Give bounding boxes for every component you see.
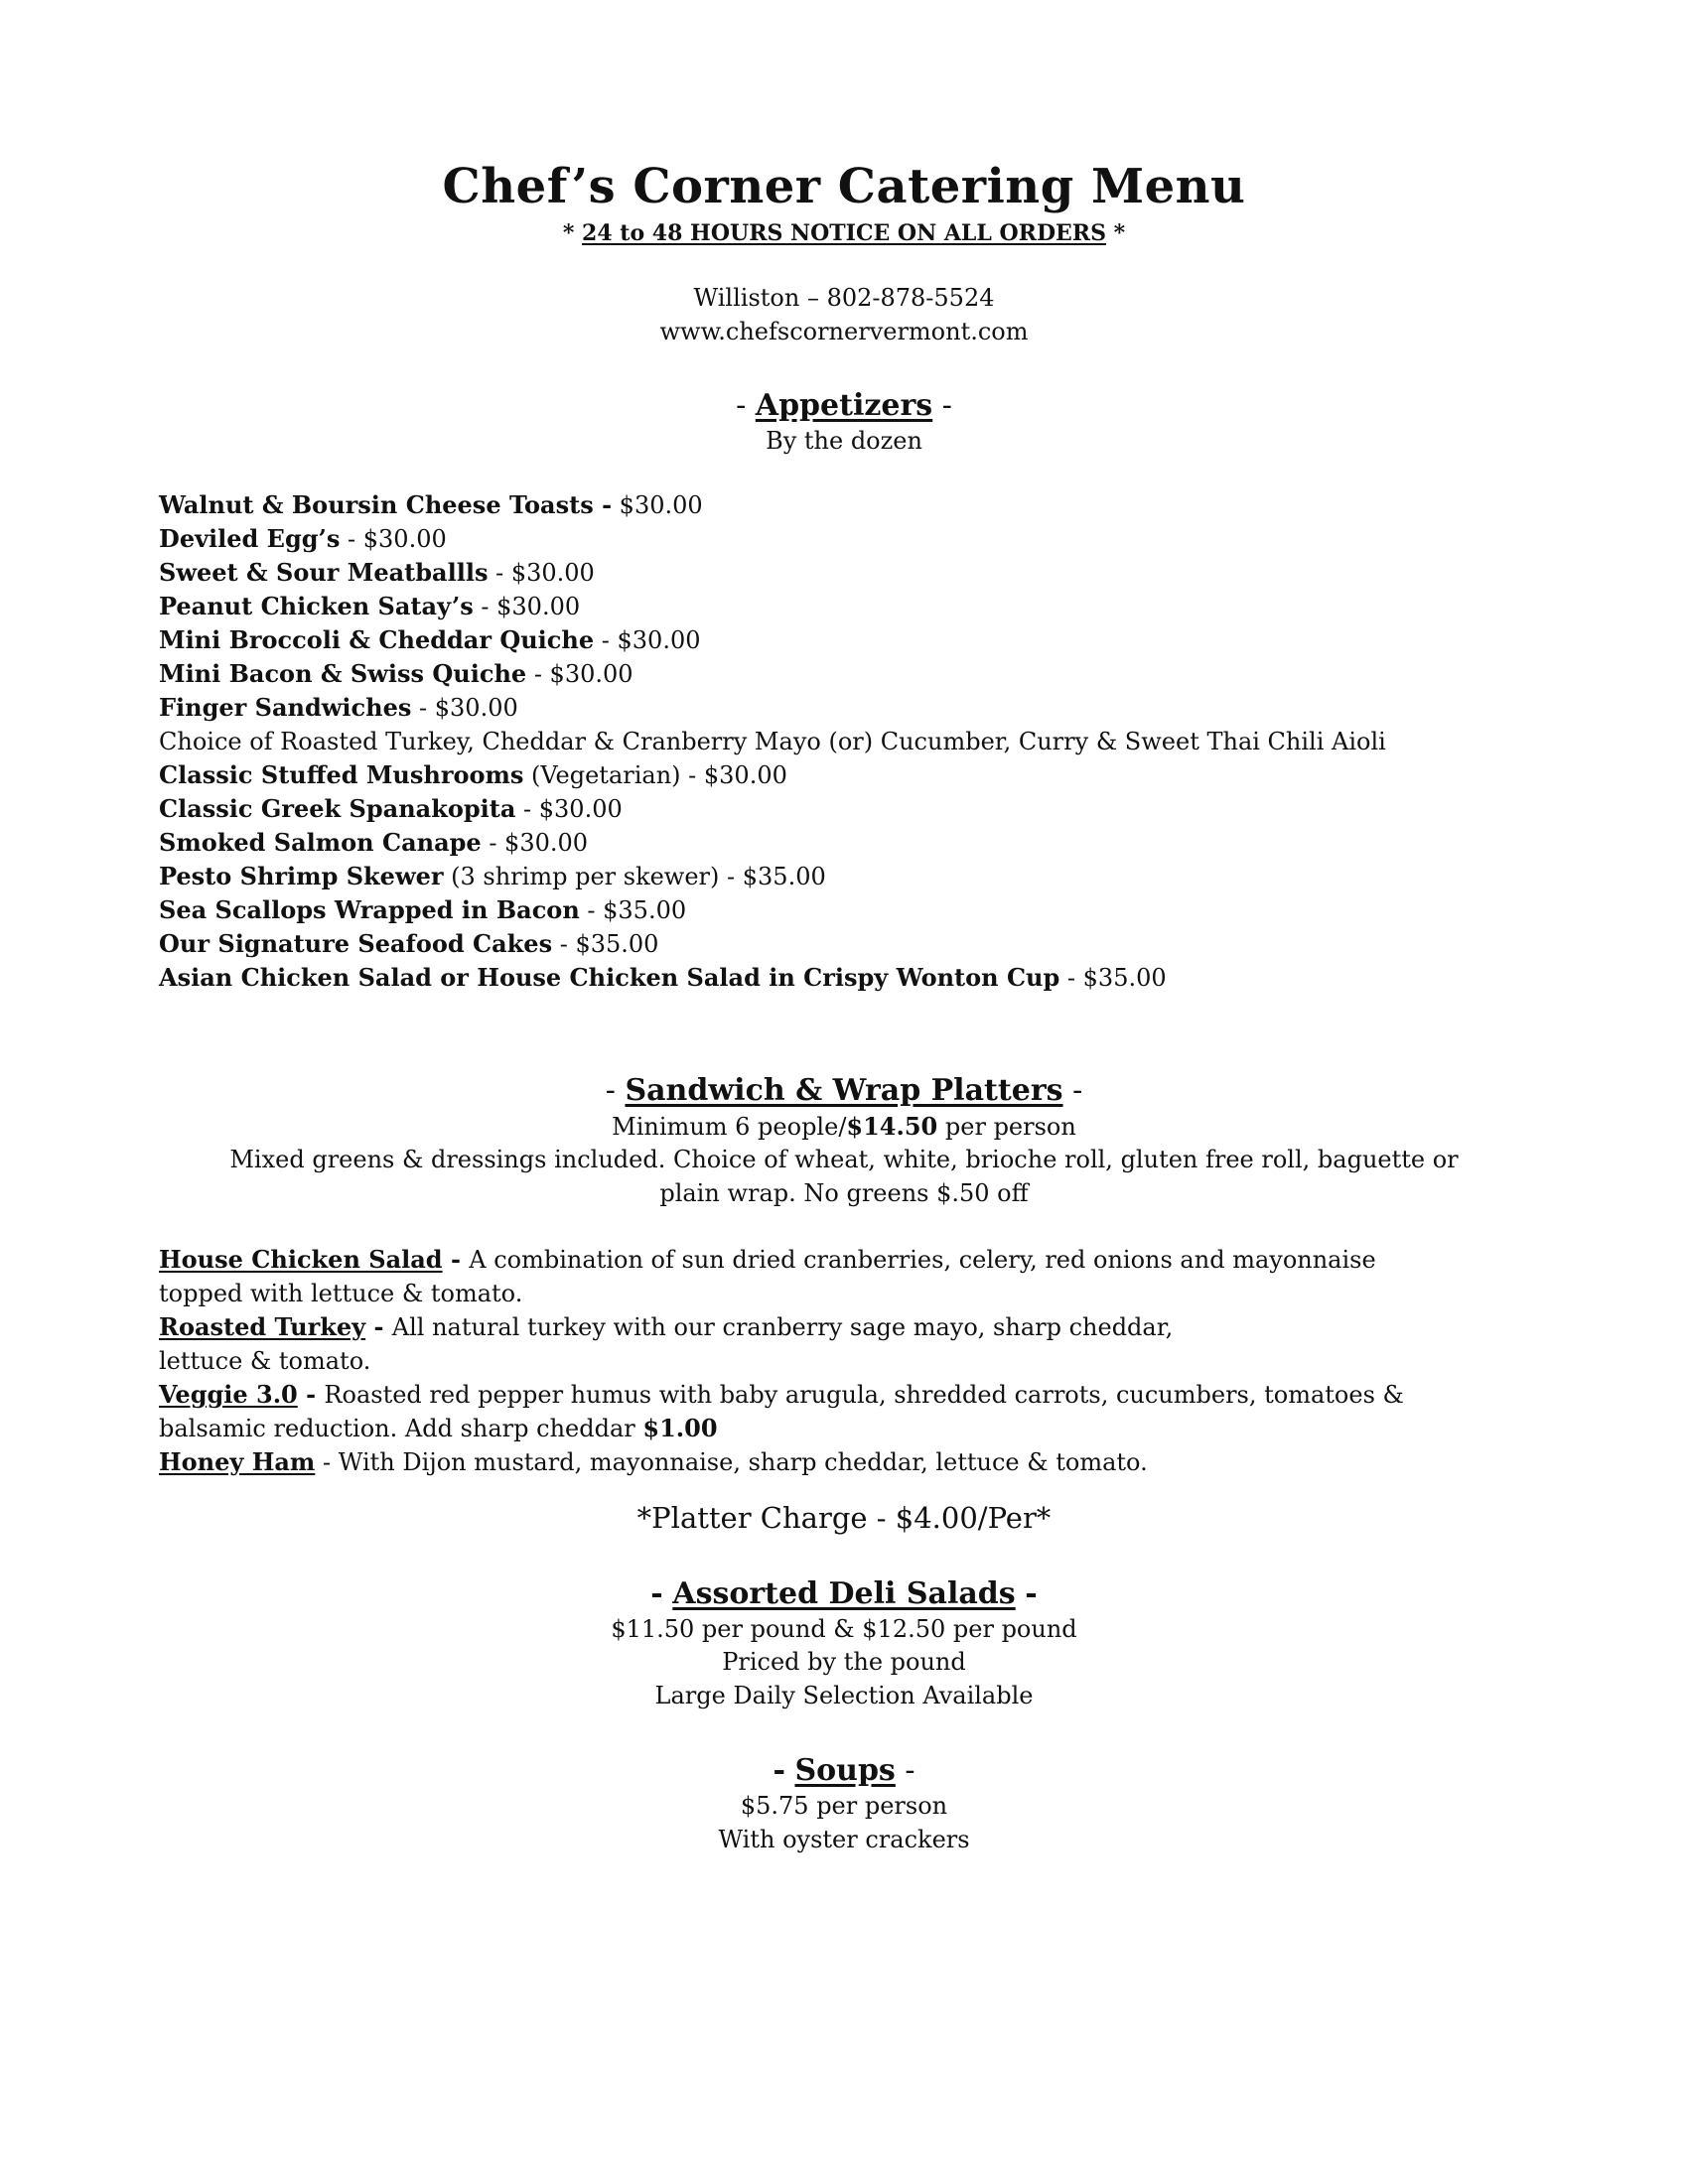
appetizer-item: Deviled Egg’s - $30.00 bbox=[159, 524, 447, 553]
sandwich-heading bbox=[0, 1073, 1688, 1109]
deli-dash-right: - bbox=[1025, 1576, 1038, 1611]
deli-salads-title: Assorted Deli Salads bbox=[672, 1576, 1016, 1611]
sandwich-info-line2: plain wrap. No greens $.50 off bbox=[659, 1179, 1029, 1207]
sandwich-minimum: Minimum 6 people/$14.50 per person bbox=[612, 1112, 1076, 1141]
sandwich-item: House Chicken Salad - A combination of sun dried cranberries, celery, red onions and mayonnaise topped with lettuce & tomato. bbox=[159, 1245, 1376, 1307]
sandwich-info-line1: Mixed greens & dressings included. Choice of wheat, white, brioche roll, gluten free roll, baguette or bbox=[229, 1146, 1459, 1173]
appetizer-item: Classic Stuffed Mushrooms (Vegetarian) - $30.00 bbox=[159, 760, 787, 789]
sandwich-title: Sandwich & Wrap Platters bbox=[625, 1073, 1063, 1108]
sandwich-item-name: Honey Ham bbox=[159, 1447, 316, 1476]
deli-dash-left: - bbox=[650, 1576, 663, 1611]
sandwich-dash-right: - bbox=[1072, 1073, 1083, 1108]
soups-heading bbox=[0, 1753, 1688, 1789]
appetizer-item: Classic Greek Spanakopita - $30.00 bbox=[159, 794, 623, 823]
add-cheddar-price: $1.00 bbox=[642, 1414, 718, 1442]
notice-star-right: * bbox=[1113, 220, 1126, 246]
appetizers-subtitle: By the dozen bbox=[766, 427, 922, 455]
appetizers-dash-left: - bbox=[736, 388, 747, 423]
appetizer-item: Sea Scallops Wrapped in Bacon - $35.00 bbox=[159, 895, 687, 924]
appetizer-list bbox=[159, 488, 1549, 995]
sandwich-item-name: Roasted Turkey bbox=[159, 1312, 366, 1341]
deli-salads-priced-by: Priced by the pound bbox=[722, 1648, 966, 1676]
notice-star-left: * bbox=[562, 220, 575, 246]
appetizer-item: Asian Chicken Salad or House Chicken Salad in Crispy Wonton Cup - $35.00 bbox=[159, 963, 1167, 992]
appetizers-heading bbox=[0, 388, 1688, 424]
sandwich-item: Veggie 3.0 - Roasted red pepper humus with baby arugula, shredded carrots, cucumbers, tomatoes & balsamic reduction. Add sharp cheddar $1.00 bbox=[159, 1380, 1404, 1442]
sandwich-price: $14.50 bbox=[846, 1112, 938, 1141]
appetizers-dash-right: - bbox=[941, 388, 952, 423]
deli-salads-heading bbox=[0, 1576, 1688, 1612]
appetizer-item: Smoked Salmon Canape - $30.00 bbox=[159, 828, 589, 857]
soups-dash-right: - bbox=[905, 1753, 915, 1788]
appetizer-item: Walnut & Boursin Cheese Toasts - $30.00 bbox=[159, 490, 703, 519]
appetizer-item: Peanut Chicken Satay’s - $30.00 bbox=[159, 592, 581, 620]
deli-salads-price: $11.50 per pound & $12.50 per pound bbox=[611, 1615, 1077, 1643]
soups-title: Soups bbox=[794, 1753, 896, 1788]
sandwich-dash-left: - bbox=[605, 1073, 616, 1108]
appetizers-title: Appetizers bbox=[755, 388, 933, 423]
appetizer-item: Mini Broccoli & Cheddar Quiche - $30.00 bbox=[159, 625, 701, 654]
deli-salads-availability: Large Daily Selection Available bbox=[654, 1682, 1034, 1709]
platter-charge: *Platter Charge - $4.00/Per* bbox=[636, 1501, 1052, 1535]
appetizer-item: Mini Bacon & Swiss Quiche - $30.00 bbox=[159, 659, 633, 688]
notice-text: 24 to 48 HOURS NOTICE ON ALL ORDERS bbox=[582, 220, 1106, 246]
soups-note: With oyster crackers bbox=[718, 1826, 970, 1853]
sandwich-item: Roasted Turkey - All natural turkey with our cranberry sage mayo, sharp cheddar, lettuce & tomato. bbox=[159, 1312, 1174, 1375]
appetizer-item-note: Choice of Roasted Turkey, Cheddar & Cranberry Mayo (or) Cucumber, Curry & Sweet Thai Chili Aioli bbox=[159, 728, 1386, 755]
website-link[interactable]: www.chefscornervermont.com bbox=[659, 318, 1029, 345]
notice-line bbox=[0, 220, 1688, 246]
soups-price: $5.75 per person bbox=[740, 1792, 948, 1820]
appetizer-item: Sweet & Sour Meatballls - $30.00 bbox=[159, 558, 595, 587]
appetizer-item: Our Signature Seafood Cakes - $35.00 bbox=[159, 929, 659, 958]
appetizer-item: Finger Sandwiches - $30.00 bbox=[159, 693, 518, 722]
sandwich-item-name: Veggie 3.0 bbox=[159, 1380, 298, 1409]
appetizer-item: Pesto Shrimp Skewer (3 shrimp per skewer) - $35.00 bbox=[159, 862, 826, 890]
location-phone: Williston – 802-878-5524 bbox=[693, 284, 995, 312]
page-title: Chef’s Corner Catering Menu bbox=[442, 159, 1246, 214]
sandwich-item-name: House Chicken Salad bbox=[159, 1245, 443, 1274]
soups-dash-left: - bbox=[773, 1753, 785, 1788]
sandwich-item: Honey Ham - With Dijon mustard, mayonnaise, sharp cheddar, lettuce & tomato. bbox=[159, 1447, 1148, 1476]
sandwich-list bbox=[159, 1243, 1509, 1479]
